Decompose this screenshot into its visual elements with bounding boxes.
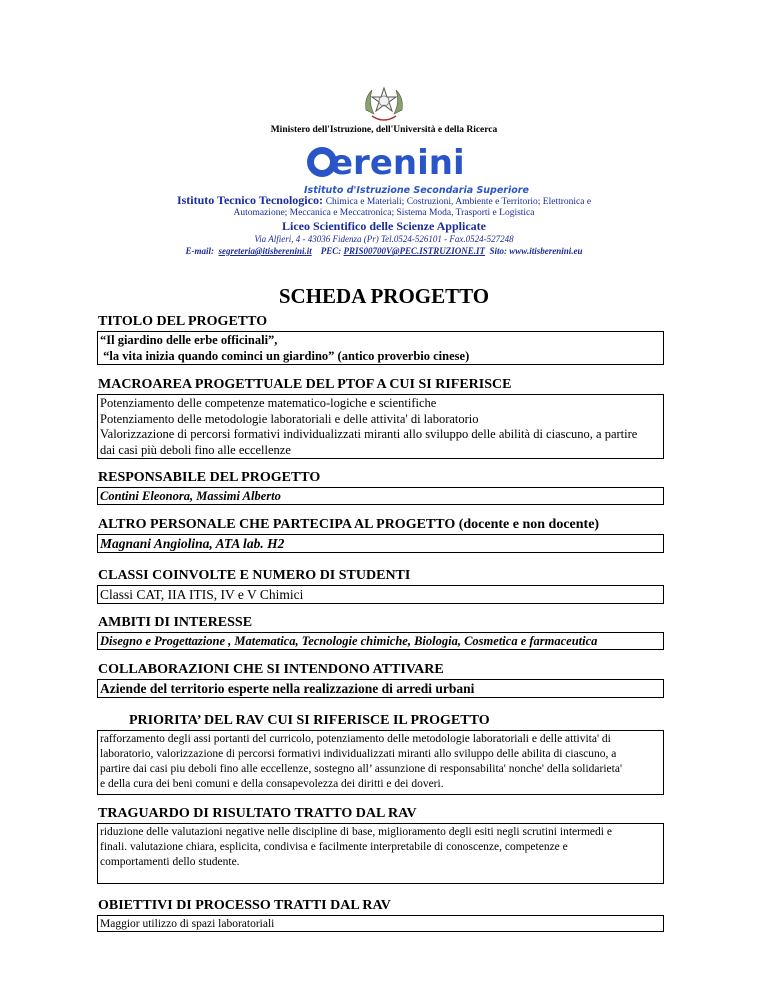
priorita-line-2: laboratorio, valorizzazione di percorsi formativi individualizzati miranti allo sviluppo delle abilita di ciascuno, a [100,748,617,760]
istituto-type: Istituto Tecnico Tecnologico: [176,193,323,207]
email-link[interactable]: segreteria@itisberenini.it [218,246,312,256]
istituto-line [0,193,768,208]
liceo-name: Liceo Scientifico delle Scienze Applicate [282,219,486,233]
macroarea-line-4: dai casi più deboli fino alle eccellenze [100,442,291,457]
document-title: SCHEDA PROGETTO [278,284,490,308]
svg-text:Istituto d'Istruzione Secondar: Istituto d'Istruzione Secondaria Superiore [304,185,529,196]
collaborazioni-text: Aziende del territorio esperte nella realizzazione di arredi urbani [100,681,475,696]
traguardo-heading: TRAGUARDO DI RISULTATO TRATTO DAL RAV [98,806,417,821]
titolo-line-1: “Il giardino delle erbe officinali”, [100,333,278,347]
titolo-heading: TITOLO DEL PROGETTO [98,314,268,329]
ambiti-box [97,632,664,650]
priorita-box [97,730,664,795]
collaborazioni-heading: COLLABORAZIONI CHE SI INTENDONO ATTIVARE [98,662,444,677]
macroarea-line-1: Potenziamento delle competenze matematico-logiche e scientifiche [100,396,437,410]
macroarea-line-2: Potenziamento delle metodologie laboratoriali e delle attivita' di laboratorio [100,411,479,426]
traguardo-line-3: comportamenti dello studente. [100,856,240,868]
altro-personale-box [97,534,664,553]
school-contacts [0,246,768,256]
responsabile-heading: RESPONSABILE DEL PROGETTO [98,470,321,485]
macroarea-box [97,394,664,459]
classi-text: Classi CAT, IIA ITIS, IV e V Chimici [100,587,304,602]
priorita-line-3: partire dai casi piu deboli fino alle eccellenze, sostegno all’ assunzione di responsabilita' nonche' della solidarieta' [100,763,623,775]
ambiti-text: Disegno e Progettazione , Matematica, Tecnologie chimiche, Biologia, Cosmetica e farmaceutica [100,634,598,648]
collaborazioni-box [97,679,664,698]
macroarea-line-3: Valorizzazione di percorsi formativi individualizzati miranti allo sviluppo delle abilità di ciascuno, a partire [100,427,638,441]
altro-personale-heading: ALTRO PERSONALE CHE PARTECIPA AL PROGETTO (docente e non docente) [98,517,600,532]
classi-heading: CLASSI COINVOLTE E NUMERO DI STUDENTI [98,568,411,583]
istituto-courses: Chimica e Materiali; Costruzioni, Ambiente e Territorio; Elettronica e [325,197,592,207]
republic-emblem-icon [362,84,406,124]
school-logo [300,138,529,196]
obiettivi-heading: OBIETTIVI DI PROCESSO TRATTI DAL RAV [98,898,391,913]
titolo-line-2: “la vita inizia quando cominci un giardino” (antico proverbio cinese) [100,348,470,363]
priorita-line-4: e della cura dei beni comuni e della consapevolezza dei diritti e dei doveri. [100,778,444,790]
priorita-line-1: rafforzamento degli assi portanti del curricolo, potenziamento delle metodologie laboratoriali e delle attivita' di [100,733,611,745]
svg-text:erenini: erenini [330,143,465,183]
pec-link[interactable]: PRIS00700V@PEC.ISTRUZIONE.IT [343,246,486,256]
traguardo-line-1: riduzione delle valutazioni negative nelle discipline di base, miglioramento degli esiti negli scrutini intermedi e [100,826,612,838]
priorita-heading: PRIORITA’ DEL RAV CUI SI RIFERISCE IL PROGETTO [129,713,490,728]
obiettivi-box [97,915,664,932]
obiettivi-text: Maggior utilizzo di spazi laboratoriali [100,918,275,930]
email-label: E-mail: [185,246,215,256]
ambiti-heading: AMBITI DI INTERESSE [98,615,253,630]
traguardo-line-2: finali. valutazione chiara, esplicita, condivisa e facilmente interpretabile di conoscenze, competenze e [100,841,568,853]
titolo-box [97,331,664,365]
ministry-name: Ministero dell'Istruzione, dell'Università e della Ricerca [270,125,498,135]
responsabile-box [97,487,664,505]
responsabile-text: Contini Eleonora, Massimi Alberto [100,489,281,503]
traguardo-box [97,823,664,884]
altro-personale-text: Magnani Angiolina, ATA lab. H2 [100,536,285,551]
istituto-courses-continued: Automazione; Meccanica e Meccatronica; Sistema Moda, Trasporti e Logistica [233,208,535,218]
macroarea-heading: MACROAREA PROGETTUALE DEL PTOF A CUI SI RIFERISCE [98,377,512,392]
school-address: Via Alfieri, 4 - 43036 Fidenza (Pr) Tel.0524-526101 - Fax.0524-527248 [254,234,514,244]
pec-label: PEC: [320,246,342,256]
classi-box [97,585,664,604]
website: Sito: www.itisberenini.eu [489,246,583,256]
